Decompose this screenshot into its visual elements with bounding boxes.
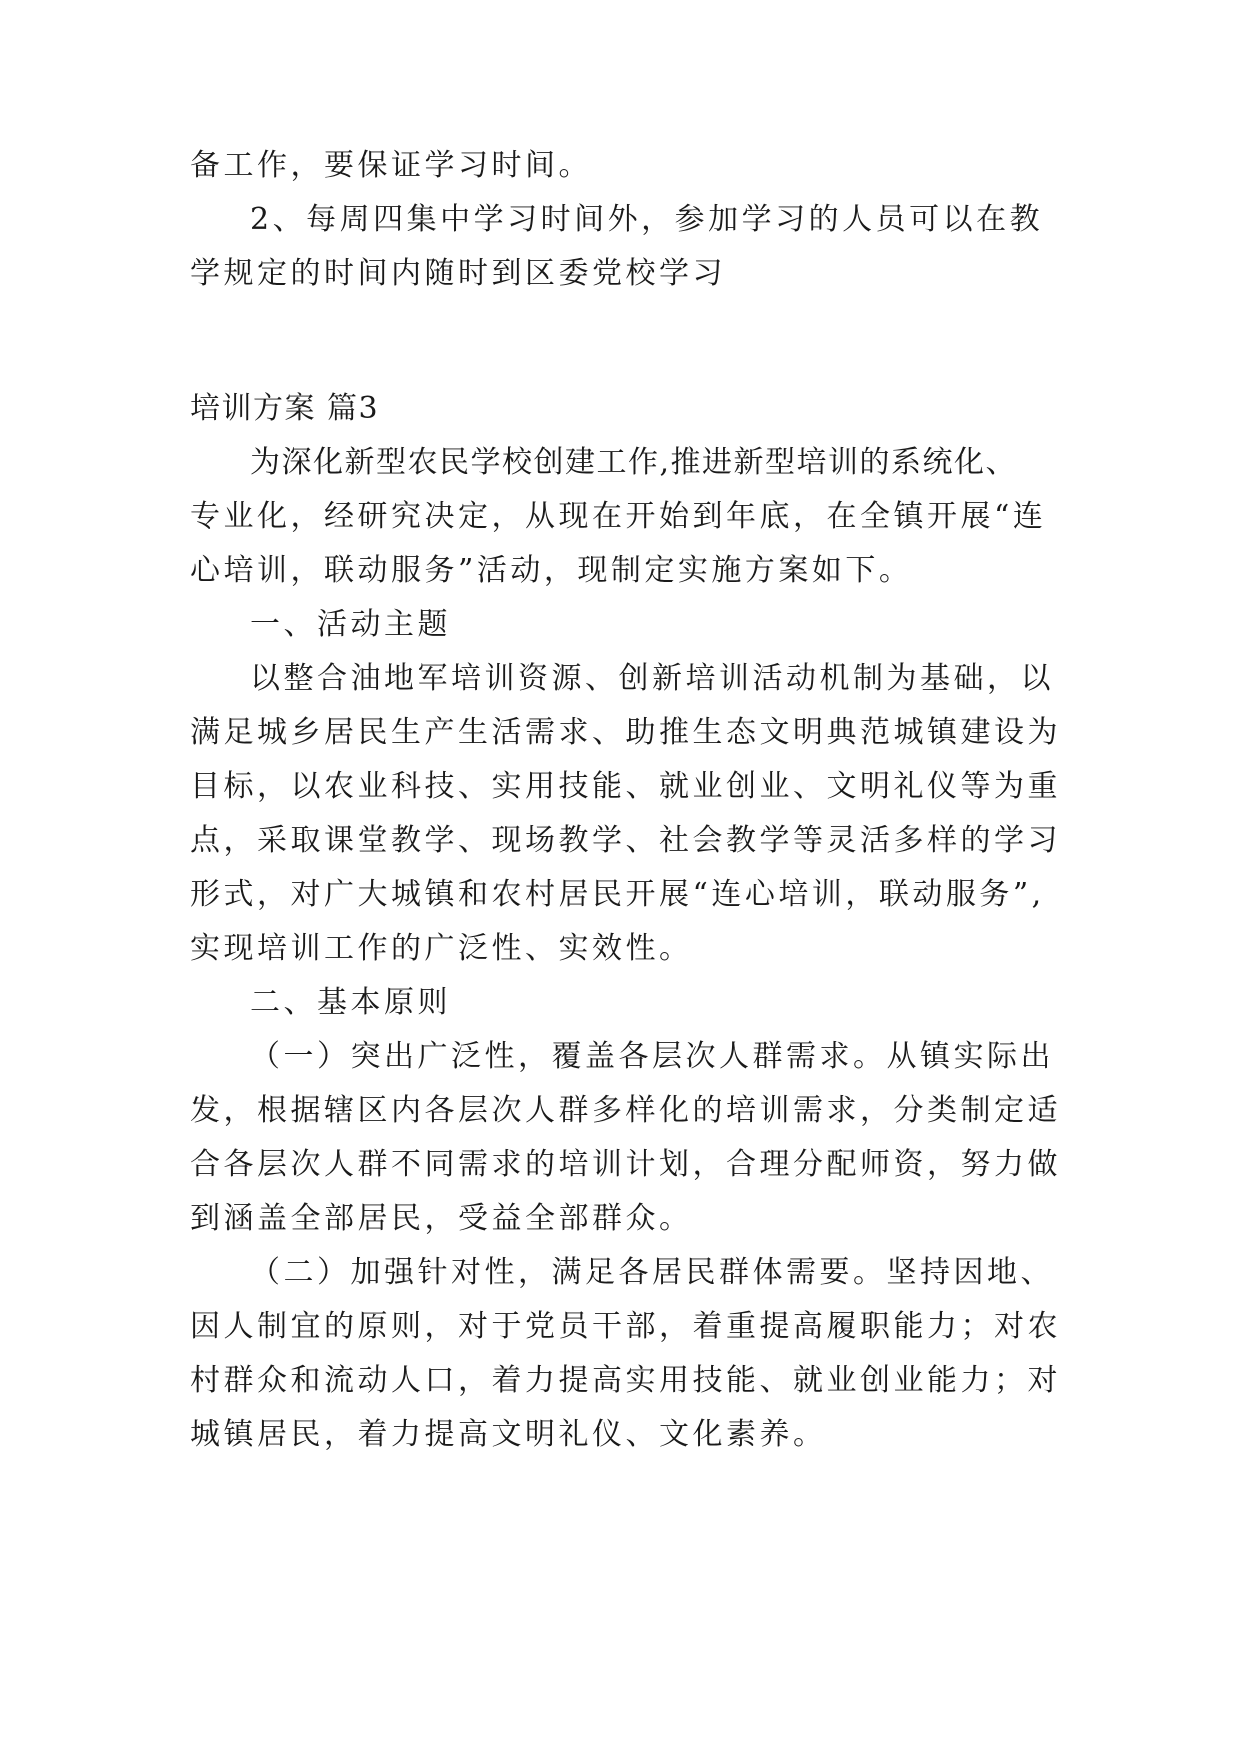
text-line: 目标，以农业科技、实用技能、就业创业、文明礼仪等为重 <box>190 769 1061 804</box>
text-line: 形式，对广大城镇和农村居民开展“连心培训，联动服务”, <box>190 877 1045 912</box>
text-line: 实现培训工作的广泛性、实效性。 <box>190 931 693 966</box>
text-line: 城镇居民，着力提高文明礼仪、文化素养。 <box>190 1417 827 1452</box>
text-line: 心培训，联动服务”活动，现制定实施方案如下。 <box>190 553 913 588</box>
text-line: 满足城乡居民生产生活需求、助推生态文明典范城镇建设为 <box>190 715 1061 750</box>
text-line: 学规定的时间内随时到区委党校学习 <box>190 256 726 291</box>
text-line: 到涵盖全部居民，受益全部群众。 <box>190 1201 693 1236</box>
text-line: 村群众和流动人口，着力提高实用技能、就业创业能力；对 <box>190 1363 1061 1398</box>
text-line: 因人制宜的原则，对于党员干部，着重提高履职能力；对农 <box>190 1309 1061 1344</box>
text-line: 为深化新型农民学校创建工作,推进新型培训的系统化、 <box>250 445 1018 480</box>
section-heading: 培训方案 篇3 <box>190 391 380 426</box>
text-line: 以整合油地军培训资源、创新培训活动机制为基础，以 <box>250 661 1054 696</box>
text-line: （一）突出广泛性，覆盖各层次人群需求。从镇实际出 <box>250 1039 1054 1074</box>
text-line: 专业化，经研究决定，从现在开始到年底，在全镇开展“连 <box>190 499 1047 534</box>
text-line: 点，采取课堂教学、现场教学、社会教学等灵活多样的学习 <box>190 823 1061 858</box>
subheading: 二、基本原则 <box>250 985 451 1020</box>
text-line: 2、每周四集中学习时间外，参加学习的人员可以在教 <box>250 202 1044 237</box>
text-line: （二）加强针对性，满足各居民群体需要。坚持因地、 <box>250 1255 1054 1290</box>
text-line: 合各层次人群不同需求的培训计划，合理分配师资，努力做 <box>190 1147 1061 1182</box>
text-line: 发，根据辖区内各层次人群多样化的培训需求，分类制定适 <box>190 1093 1061 1128</box>
subheading: 一、活动主题 <box>250 607 451 642</box>
text-line: 备工作，要保证学习时间。 <box>190 148 592 183</box>
